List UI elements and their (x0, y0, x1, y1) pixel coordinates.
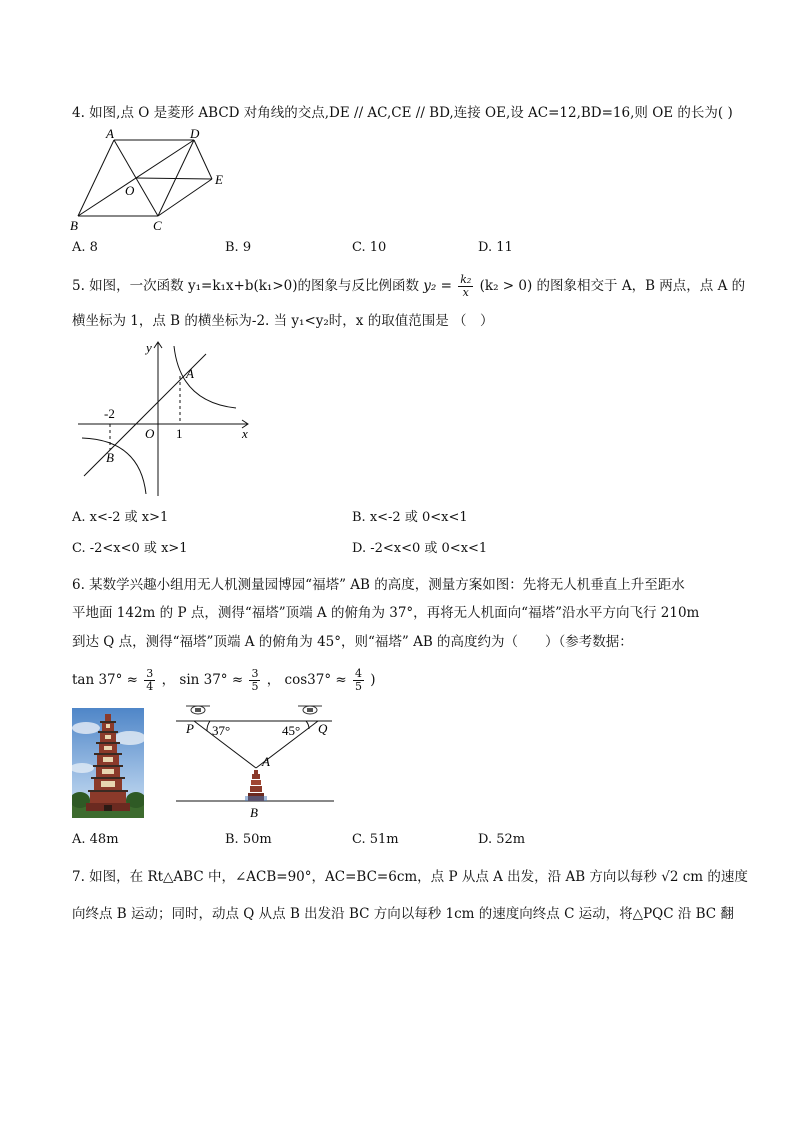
q4-option-b: B. 9 (225, 240, 252, 255)
q5-y2-symbol: y₂ = (423, 278, 452, 294)
q5-label-one: 1 (176, 426, 183, 441)
q5-stem-a: 5. 如图，一次函数 y₁=k₁x+b(k₁>0)的图象与反比例函数 (72, 278, 419, 294)
q7-sqrt2: √2 (661, 869, 679, 885)
q4-stem: 4. 如图,点 O 是菱形 ABCD 对角线的交点,DE // AC,CE // BD,连接 OE,设 AC=12,BD=16,则 OE 的长为( ) (72, 105, 733, 121)
q5-option-c: C. -2<x<0 或 x>1 (72, 541, 188, 556)
q6-stem-c: 到达 Q 点，测得“福塔”顶端 A 的俯角为 45°，则“福塔” AB 的高度约为（ ）（参考数据： (72, 634, 633, 650)
q6-label-A: A (262, 754, 270, 769)
q5-fraction (458, 274, 473, 299)
q6-sin-den: 5 (251, 680, 259, 693)
q7-stem-b: 向终点 B 运动；同时，动点 Q 从点 B 出发沿 BC 方向以每秒 1cm 的速度向终点 C 运动，将△PQC 沿 BC 翻 (72, 906, 734, 922)
q6-label-37: 37° (212, 723, 231, 738)
q4-label-E: E (215, 172, 223, 187)
q4-label-C: C (153, 218, 162, 233)
q6-option-d: D. 52m (478, 832, 526, 847)
q4-option-d: D. 11 (478, 240, 513, 255)
q5-stem-line1 (72, 274, 745, 299)
q4-rhombus-figure (66, 124, 241, 234)
q6-close-paren: ) (370, 672, 376, 688)
q6-cos-label: ， cos37° ≈ (266, 672, 347, 688)
q4-label-D: D (190, 126, 200, 141)
q6-label-P: P (186, 721, 194, 736)
q5-label-A: A (186, 366, 194, 381)
q6-reference-data (72, 668, 376, 693)
q5-label-O: O (145, 426, 155, 441)
q6-tan-num: 3 (146, 667, 154, 680)
pagoda-photo (72, 708, 144, 818)
q7-stem-a: 7. 如图，在 Rt△ABC 中，∠ACB=90°，AC=BC=6cm，点 P 从点 A 出发，沿 AB 方向以每秒 (72, 869, 657, 885)
q6-drone-diagram (170, 700, 340, 822)
q5-function-graph (72, 336, 262, 498)
q6-option-c: C. 51m (352, 832, 399, 847)
q6-cos-num: 4 (355, 667, 362, 680)
q7-stem-a2: cm 的速度 (682, 869, 748, 885)
q5-frac-den: x (462, 286, 469, 299)
drone-icon-q (298, 706, 322, 714)
q4-label-B: B (70, 218, 78, 233)
q5-label-B: B (106, 450, 114, 465)
pagoda-icon (245, 770, 267, 801)
q6-tan-label: tan 37° ≈ (72, 672, 138, 688)
q6-cos-fraction (353, 668, 364, 693)
q6-tan-fraction (144, 668, 155, 693)
q6-label-B: B (250, 805, 258, 820)
q5-option-a: A. x<-2 或 x>1 (72, 510, 169, 525)
q6-stem-b: 平地面 142m 的 P 点，测得“福塔”顶端 A 的俯角为 37°，再将无人机面向“福塔”沿水平方向飞行 210m (72, 605, 700, 621)
q5-stem-b: (k₂ > 0) 的图象相交于 A，B 两点，点 A 的 (479, 278, 746, 294)
q5-label-neg2: -2 (104, 406, 115, 421)
q6-cos-den: 5 (355, 680, 362, 693)
q5-option-d: D. -2<x<0 或 0<x<1 (352, 541, 488, 556)
q6-tan-den: 4 (146, 680, 154, 693)
q6-label-Q: Q (318, 721, 328, 736)
q4-option-c: C. 10 (352, 240, 387, 255)
q6-sin-fraction (249, 668, 260, 693)
q5-frac-num: k₂ (460, 273, 472, 286)
q4-label-O: O (125, 183, 135, 198)
q5-label-y: y (146, 340, 152, 355)
q6-sin-num: 3 (251, 667, 259, 680)
q5-option-b: B. x<-2 或 0<x<1 (352, 510, 468, 525)
q4-label-A: A (106, 126, 114, 141)
q6-option-b: B. 50m (225, 832, 272, 847)
q6-sin-label: ， sin 37° ≈ (161, 672, 244, 688)
drone-icon-p (186, 706, 210, 714)
q6-label-45: 45° (282, 723, 301, 738)
q7-stem-line1 (72, 868, 748, 886)
q6-option-a: A. 48m (72, 832, 119, 847)
q5-label-x: x (242, 426, 248, 441)
q4-option-a: A. 8 (72, 240, 98, 255)
q5-stem-c: 横坐标为 1，点 B 的横坐标为-2. 当 y₁<y₂时，x 的取值范围是 （ ） (72, 313, 494, 329)
q6-stem-a: 6. 某数学兴趣小组用无人机测量园博园“福塔” AB 的高度，测量方案如图：先将无人机垂直上升至距水 (72, 577, 685, 593)
